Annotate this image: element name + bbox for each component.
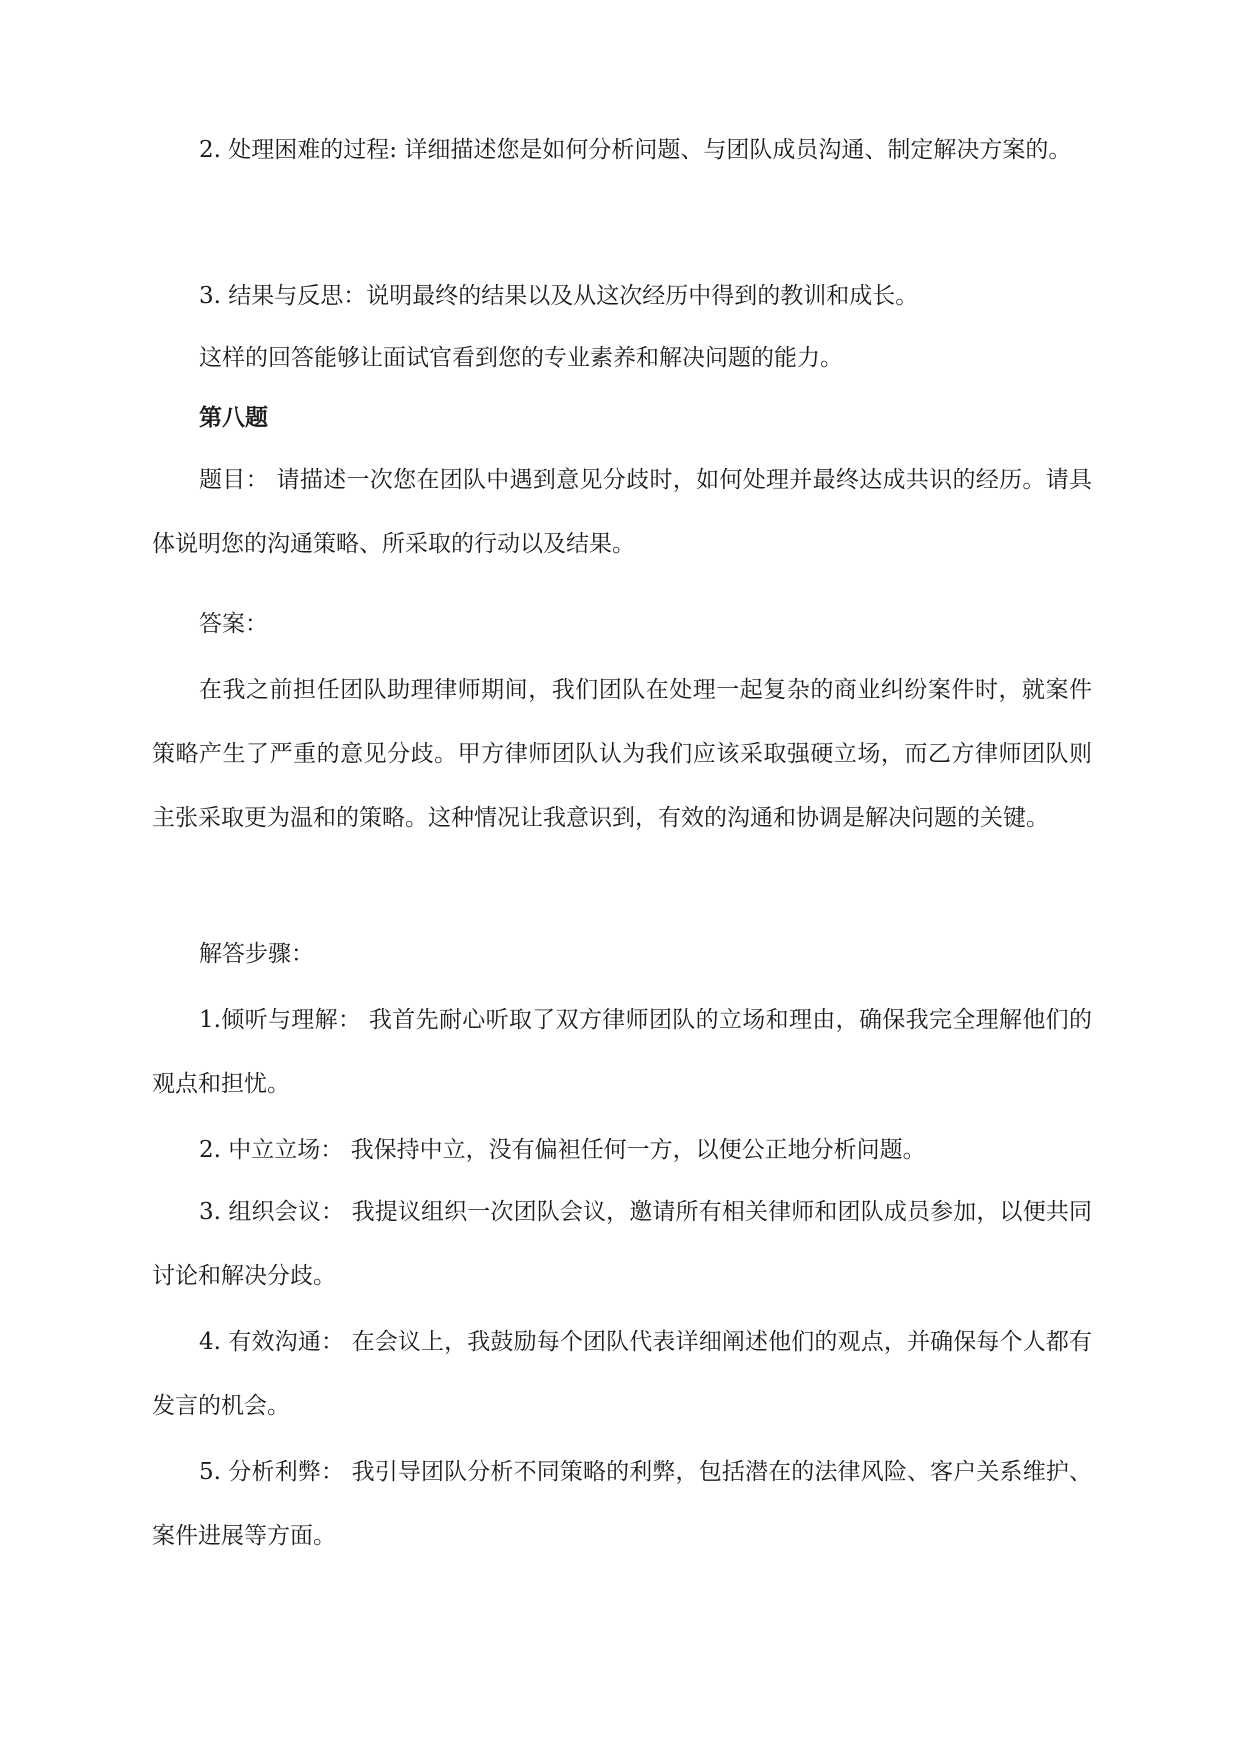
section-heading: 第八题: [199, 405, 268, 431]
paragraph-step-2-neutral: 2. 中立立场： 我保持中立，没有偏袒任何一方，以便公正地分析问题。: [199, 1137, 926, 1163]
paragraph-step-3-meeting: 3. 组织会议： 我提议组织一次团队会议，邀请所有相关律师和团队成员参加，以便共同讨论和解决分歧。: [152, 1199, 1092, 1289]
paragraph-step-3-result: 3. 结果与反思：说明最终的结果以及从这次经历中得到的教训和成长。: [199, 283, 919, 309]
paragraph-steps-label: 解答步骤：: [199, 941, 314, 967]
paragraph-step-1-listen: 1.倾听与理解： 我首先耐心听取了双方律师团队的立场和理由，确保我完全理解他们的观点和担忧。: [152, 1007, 1092, 1097]
paragraph-summary: 这样的回答能够让面试官看到您的专业素养和解决问题的能力。: [199, 345, 843, 371]
paragraph-step-4-communication: 4. 有效沟通： 在会议上，我鼓励每个团队代表详细阐述他们的观点，并确保每个人都有发言的机会。: [152, 1329, 1092, 1419]
paragraph-answer-label: 答案：: [199, 611, 268, 637]
paragraph-question: 题目： 请描述一次您在团队中遇到意见分歧时，如何处理并最终达成共识的经历。请具体说明您的沟通策略、所采取的行动以及结果。: [152, 467, 1092, 557]
paragraph-step-5-analysis: 5. 分析利弊： 我引导团队分析不同策略的利弊，包括潜在的法律风险、客户关系维护、案件进展等方面。: [152, 1459, 1092, 1549]
paragraph-answer-body: 在我之前担任团队助理律师期间，我们团队在处理一起复杂的商业纠纷案件时，就案件策略产生了严重的意见分歧。甲方律师团队认为我们应该采取强硬立场，而乙方律师团队则主张采取更为温和的策略。这种情况让我意识到，有效的沟通和协调是解决问题的关键。: [152, 677, 1092, 831]
paragraph-step-2-process: 2. 处理困难的过程: 详细描述您是如何分析问题、与团队成员沟通、制定解决方案的。: [199, 137, 1072, 163]
